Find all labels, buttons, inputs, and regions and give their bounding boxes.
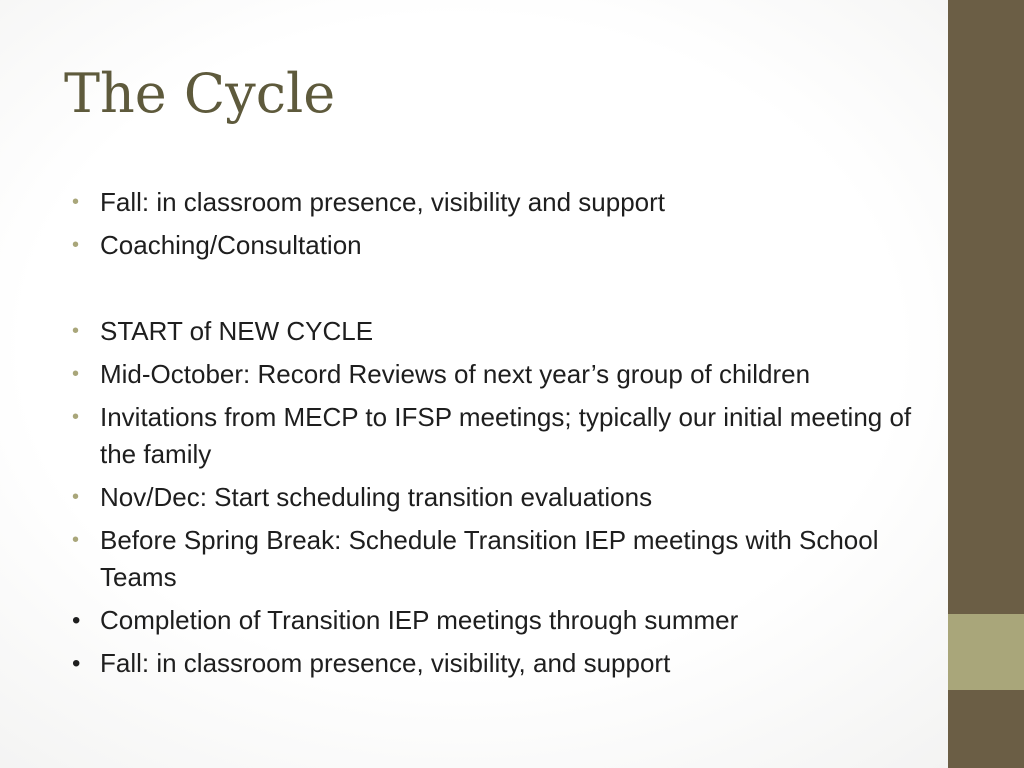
- bullet-dot-icon: •: [72, 650, 81, 677]
- bullet-dot-icon: •: [72, 607, 81, 634]
- bullet-dot-icon: •: [72, 234, 80, 256]
- bullet-text: Nov/Dec: Start scheduling transition evaluations: [100, 482, 653, 512]
- bullet-item: [72, 399, 932, 473]
- bullet-dot-icon: •: [72, 320, 80, 342]
- bullet-dot-icon: •: [72, 529, 80, 551]
- bullet-text: Mid-October: Record Reviews of next year’s group of children: [100, 359, 811, 389]
- bullet-text: Before Spring Break: Schedule Transition IEP meetings with School Teams: [100, 525, 879, 592]
- bullet-dot-icon: •: [72, 406, 80, 428]
- bullet-item: [72, 602, 932, 639]
- bullet-item: [72, 479, 932, 516]
- bullet-dot-icon: •: [72, 363, 80, 385]
- bullet-text: Coaching/Consultation: [100, 230, 362, 260]
- slide-title: The Cycle: [64, 62, 336, 125]
- bullet-item: [72, 184, 932, 221]
- bullet-dot-icon: •: [72, 486, 80, 508]
- bullet-spacer: [72, 270, 932, 313]
- bullet-item: [72, 356, 932, 393]
- bullet-item: [72, 227, 932, 264]
- bullet-item: [72, 522, 932, 596]
- bullet-dot-icon: •: [72, 191, 80, 213]
- bullet-item: [72, 645, 932, 682]
- bullet-text: Completion of Transition IEP meetings through summer: [100, 605, 739, 635]
- bullet-text: Invitations from MECP to IFSP meetings; typically our initial meeting of the family: [100, 402, 912, 469]
- decorative-side-accent: [948, 614, 1024, 690]
- bullet-text: Fall: in classroom presence, visibility and support: [100, 187, 666, 217]
- bullet-item: [72, 313, 932, 350]
- bullet-text: Fall: in classroom presence, visibility, and support: [100, 648, 671, 678]
- bullet-list: [72, 184, 932, 688]
- bullet-text: START of NEW CYCLE: [100, 316, 374, 346]
